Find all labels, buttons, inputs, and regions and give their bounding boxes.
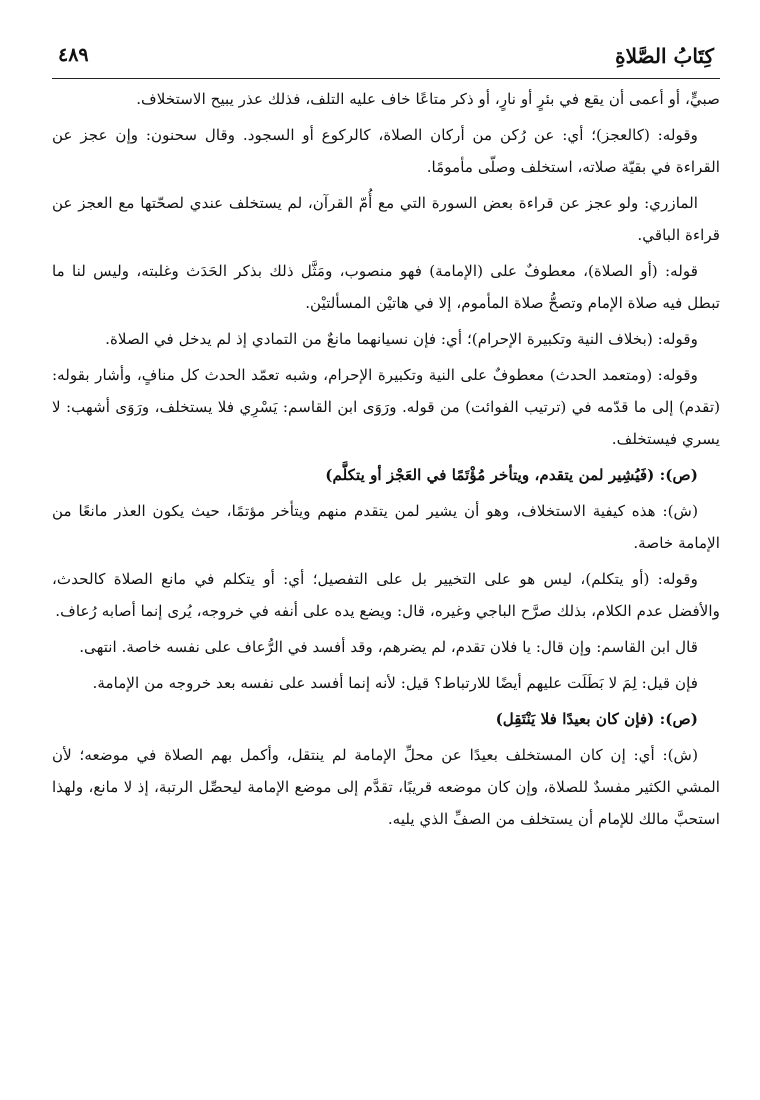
paragraph-10: قال ابن القاسم: وإن قال: يا فلان تقدم، لم يضرهم، وقد أفسد في الرُّعاف على نفسه خاصة. انتهى. bbox=[79, 638, 698, 656]
paragraph-4: قوله: (أو الصلاة)، معطوفٌ على (الإمامة) فهو منصوب، ومَثَّل ذلك بذكر الحَدَث وغلبته، وليس لنا ما تبطل فيه صلاة الإمام وتصحُّ صلاة المأموم، إلا في هاتيْن المسألتيْن. bbox=[52, 262, 720, 312]
paragraph-1: صبيٍّ، أو أعمى أن يقع في بئرٍ أو نارٍ، أو ذكر متاعًا خاف عليه التلف، فذلك عذر يبيح الاستخلاف. bbox=[136, 90, 720, 108]
page-number: ٤٨٩ bbox=[58, 44, 89, 66]
paragraph-6: وقوله: (ومتعمد الحدث) معطوفٌ على النية وتكبيرة الإحرام، وشبه تعمّد الحدث كل منافٍ، وأشار بقوله: (تقدم) إلى ما قدّمه في (ترتيب الفوائت) من قوله. ورَوَى ابن القاسم: يَسْرِي فلا يستخلف، ورَوَى أشهب: لا يسري فيستخلف. bbox=[52, 366, 720, 448]
matn-heading-2: (ص): (فإن كان بعيدًا فلا يَنْتَقِل) bbox=[495, 710, 698, 728]
paragraph-13: (ش): أي: إن كان المستخلف بعيدًا عن محلِّ الإمامة لم ينتقل، وأكمل بهم الصلاة في موضعه؛ لأن المشي الكثير مفسدٌ للصلاة، وإن كان موضعه قريبًا، تقدَّم إلى موضع الإمامة ليحصِّل الرتبة، إذ لا مانع، ولهذا استحبَّ مالك للإمام أن يستخلف من الصفِّ الذي يليه. bbox=[52, 746, 720, 828]
running-header bbox=[52, 40, 720, 79]
book-page bbox=[52, 40, 720, 1080]
page-body bbox=[52, 83, 720, 835]
paragraph-3: المازري: ولو عجز عن قراءة بعض السورة التي مع أُمّ القرآن، لم يستخلف عندي لصحّتها مع العجز عن قراءة الباقي. bbox=[52, 194, 720, 244]
paragraph-8: (ش): هذه كيفية الاستخلاف، وهو أن يشير لمن يتقدم منهم ويتأخر مؤتمًا، حيث يكون العذر مانعًا من الإمامة خاصة. bbox=[52, 502, 720, 552]
matn-heading-1: (ص): (فَيُشِير لمن يتقدم، ويتأخر مُؤْتَمًا في العَجْز أو يتكلَّم) bbox=[325, 466, 698, 484]
paragraph-11: فإن قيل: لِمَ لا بَطَلَت عليهم أيضًا للارتباط؟ قيل: لأنه إنما أفسد على نفسه بعد خروجه من الإمامة. bbox=[92, 674, 698, 692]
paragraph-5: وقوله: (بخلاف النية وتكبيرة الإحرام)؛ أي: فإن نسيانهما مانعٌ من التمادي إذ لم يدخل في الصلاة. bbox=[105, 330, 698, 348]
chapter-title: كِتَابُ الصَّلاةِ bbox=[615, 44, 714, 68]
paragraph-9: وقوله: (أو يتكلم)، ليس هو على التخيير بل على التفصيل؛ أي: أو يتكلم في مانع الصلاة كالحدث، والأفضل عدم الكلام، بذلك صرَّح الباجي وغيره، قال: ويضع يده على أنفه في خروجه، يُرى إنما أصابه رُعاف. bbox=[52, 570, 720, 620]
paragraph-2: وقوله: (كالعجز)؛ أي: عن رُكن من أركان الصلاة، كالركوع أو السجود. وقال سحنون: وإن عجز عن القراءة في بقيّة صلاته، استخلف وصلّى مأمومًا. bbox=[52, 126, 720, 176]
